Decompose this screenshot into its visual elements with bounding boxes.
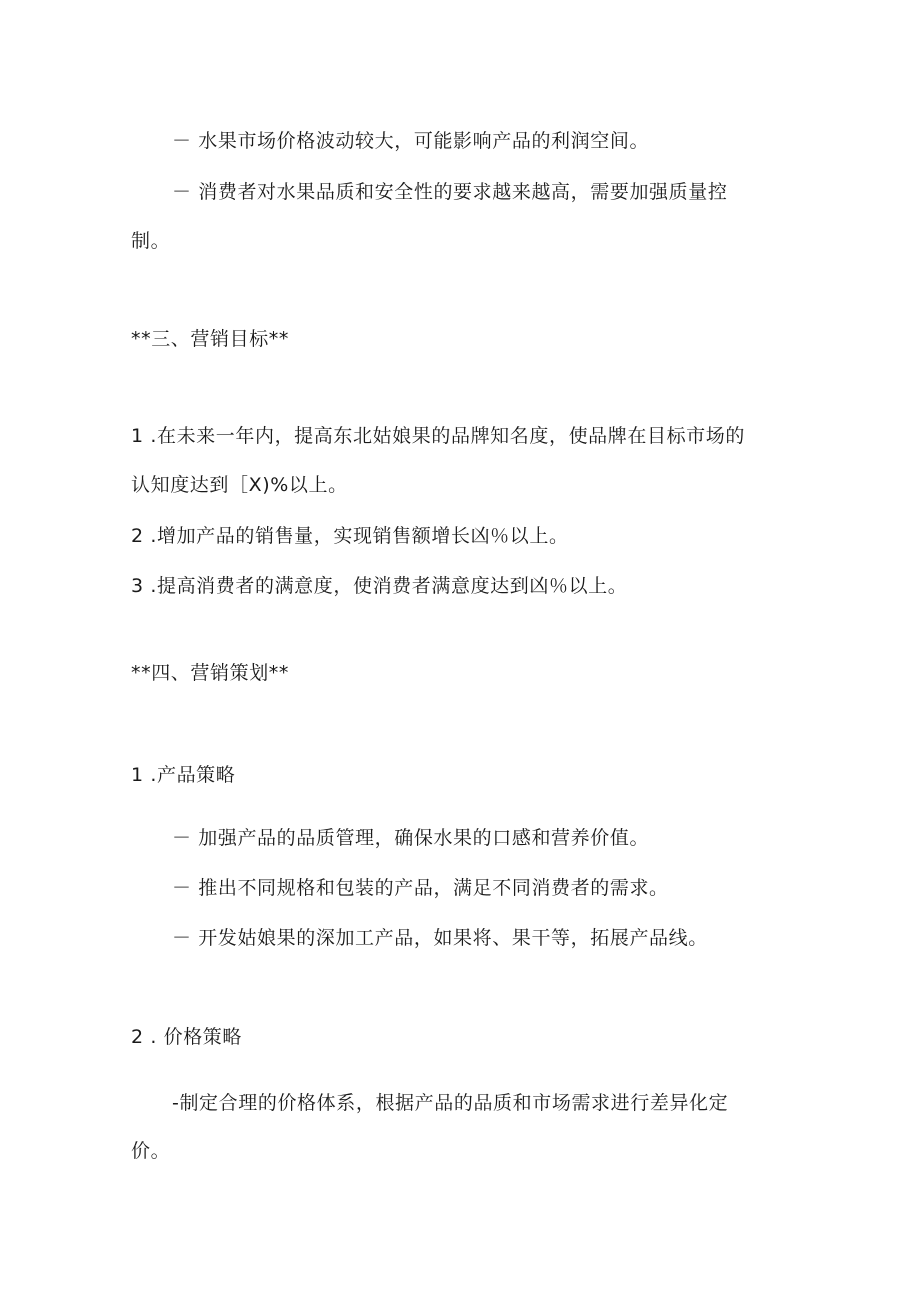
paragraph-line: 价。 (131, 1140, 171, 1162)
section-heading: **三、营销目标** (131, 328, 290, 350)
list-item: － 推出不同规格和包装的产品，满足不同消费者的需求。 (172, 877, 669, 899)
list-item: － 加强产品的品质管理，确保水果的口感和营养价值。 (172, 827, 650, 849)
paragraph-line: 认知度达到［X)%以上。 (131, 474, 348, 496)
section-heading: **四、营销策划** (131, 662, 290, 684)
numbered-item: 3 .提高消费者的满意度，使消费者满意度达到凶％以上。 (131, 575, 628, 597)
paragraph-line: － 消费者对水果品质和安全性的要求越来越高，需要加强质量控 (172, 181, 728, 203)
numbered-item: 2 .增加产品的销售量，实现销售额增长凶％以上。 (131, 525, 569, 547)
list-item: -制定合理的价格体系，根据产品的品质和市场需求进行差异化定 (172, 1092, 729, 1114)
subsection-heading: 1 .产品策略 (131, 764, 236, 786)
paragraph-line: 制。 (131, 230, 171, 252)
paragraph-line: － 水果市场价格波动较大，可能影响产品的利润空间。 (172, 130, 650, 152)
numbered-item: 1 .在未来一年内，提高东北姑娘果的品牌知名度，使品牌在目标市场的 (131, 425, 745, 447)
list-item: － 开发姑娘果的深加工产品，如果将、果干等，拓展产品线。 (172, 927, 708, 949)
subsection-heading: 2 . 价格策略 (131, 1026, 243, 1048)
